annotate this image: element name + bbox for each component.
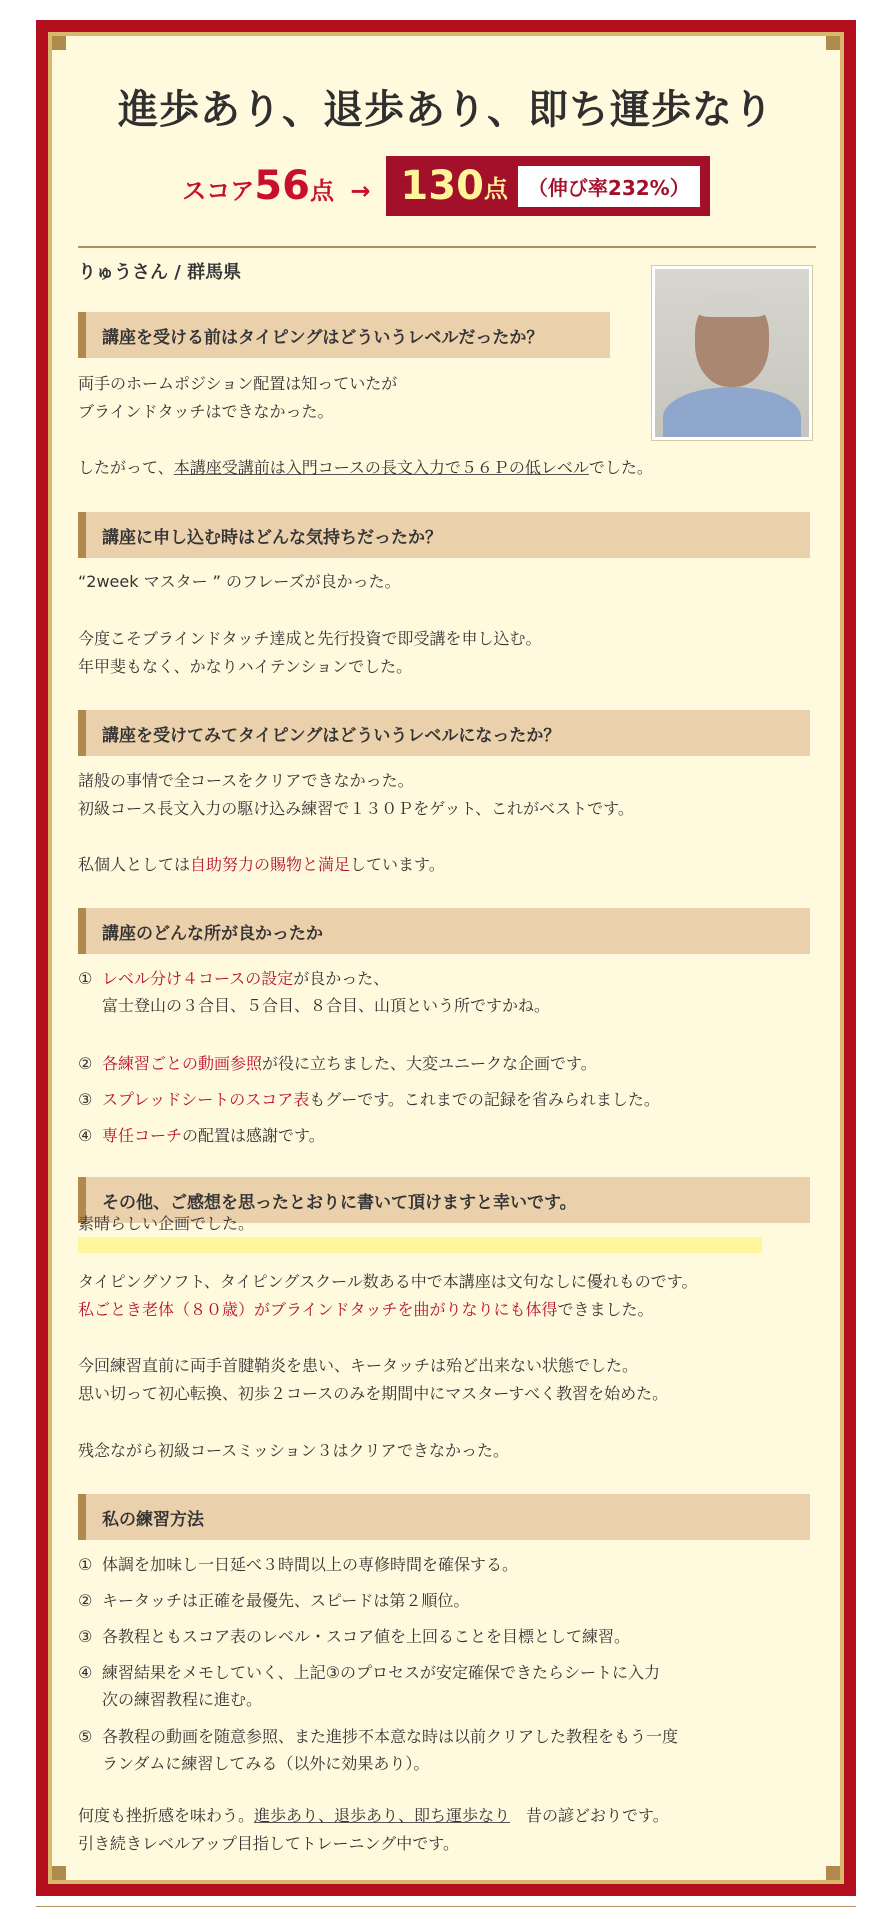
q3-line3: 私個人としては自助努力の賜物と満足しています。 [78, 855, 445, 874]
list-item: ④ 専任コーチの配置は感謝です。 [78, 1126, 325, 1145]
list-item: ② 各練習ごとの動画参照が役に立ちました、大変ユニークな企画です。 [78, 1054, 597, 1073]
section-heading-q4: 講座のどんな所が良かったか [78, 908, 810, 954]
score-after-unit: 点 [483, 174, 508, 203]
score-after-badge [386, 156, 709, 216]
closing-underlined: 進歩あり、退歩あり、即ち運歩なり [254, 1806, 511, 1825]
q2-line3: 年甲斐もなく、かなりハイテンションでした。 [78, 657, 413, 676]
score-row [52, 154, 840, 218]
score-before-unit: 点 [309, 177, 334, 205]
content-layer [52, 36, 840, 1880]
q1-underlined: 本講座受講前は入門コースの長文入力で５６Ｐの低レベル [173, 458, 589, 477]
list-item: ③ スプレッドシートのスコア表もグーです。これまでの記録を省みられました。 [78, 1090, 660, 1109]
author-name: りゅうさん / 群馬県 [78, 262, 242, 283]
growth-rate: （伸び率232%） [518, 166, 700, 207]
q6-closing-line2: 引き続きレベルアップ目指してトレーニング中です。 [78, 1834, 459, 1853]
author-photo [652, 266, 812, 440]
q5-line2: タイピングソフト、タイピングスクール数ある中で本講座は文句なしに優れものです。 [78, 1272, 698, 1291]
divider [78, 246, 816, 248]
page-title: 進歩あり、退歩あり、即ち運歩なり [118, 87, 774, 133]
q5-line5: 思い切って初心転換、初歩２コースのみを期間中にマスターすべく教習を始めた。 [78, 1384, 669, 1403]
section-heading-q3: 講座を受けてみてタイピングはどういうレベルになったか？ [78, 710, 810, 756]
list-item: ② キータッチは正確を最優先、スピードは第２順位。 [78, 1591, 470, 1610]
section-heading-q6: 私の練習方法 [78, 1494, 810, 1540]
q5-line6: 残念ながら初級コースミッション３はクリアできなかった。 [78, 1441, 510, 1460]
q1-line2: ブラインドタッチはできなかった。 [78, 402, 334, 421]
section-heading-q1: 講座を受ける前はタイピングはどういうレベルだったか？ [78, 312, 610, 358]
q2-line2: 今度こそブラインドタッチ達成と先行投資で即受講を申し込む。 [78, 629, 542, 648]
q5-line3: 私ごとき老体（８０歳）がブラインドタッチを曲がりなりにも体得できました。 [78, 1300, 654, 1319]
q5-highlight: 私ごとき老体（８０歳）がブラインドタッチを曲がりなりにも体得 [78, 1300, 558, 1319]
score-before [182, 163, 370, 209]
list-item: ④ 練習結果をメモしていく、上記③のプロセスが安定確保できたらシートに入力 次の練習教程に進む。 [78, 1663, 661, 1709]
q2-line1: “2week マスター ” のフレーズが良かった。 [78, 572, 401, 591]
score-after-value: 130 [400, 163, 484, 209]
list-item: ③ 各教程ともスコア表のレベル・スコア値を上回ることを目標として練習。 [78, 1627, 631, 1646]
section-heading-q2: 講座に申し込む時はどんな気持ちだったか？ [78, 512, 810, 558]
score-before-label: スコア [182, 177, 255, 205]
highlight-bar [78, 1237, 762, 1253]
list-item: ① 体調を加味し一日延べ３時間以上の専修時間を確保する。 [78, 1555, 519, 1574]
score-before-value: 56 [254, 163, 310, 209]
arrow-icon: → [350, 177, 371, 205]
list-item: ⑤ 各教程の動画を随意参照、また進捗不本意な時は以前クリアした教程をもう一度 ランダムに練習してみる（以外に効果あり）。 [78, 1727, 679, 1773]
q5-line4: 今回練習直前に両手首腱鞘炎を患い、キータッチは殆ど出来ない状態でした。 [78, 1356, 639, 1375]
q5-line1: 素晴らしい企画でした。 [78, 1214, 255, 1233]
q3-highlight: 自助努力の賜物と満足 [190, 855, 351, 874]
list-item: ① レベル分け４コースの設定が良かった、 富士登山の３合目、５合目、８合目、山頂という所ですかね。 [78, 969, 551, 1015]
q6-closing: 何度も挫折感を味わう。進歩あり、退歩あり、即ち運歩なり 昔の諺どおりです。 [78, 1806, 669, 1825]
bottom-rule [36, 1906, 856, 1907]
q3-line2: 初級コース長文入力の駆け込み練習で１３０Ｐをゲット、これがベストです。 [78, 799, 634, 818]
q3-line1: 諸般の事情で全コースをクリアできなかった。 [78, 771, 414, 790]
section-heading-q5: その他、ご感想を思ったとおりに書いて頂けますと幸いです。 [78, 1177, 810, 1223]
q1-line1: 両手のホームポジション配置は知っていたが [78, 374, 398, 393]
q1-line3: したがって、本講座受講前は入門コースの長文入力で５６Ｐの低レベルでした。 [78, 458, 653, 477]
